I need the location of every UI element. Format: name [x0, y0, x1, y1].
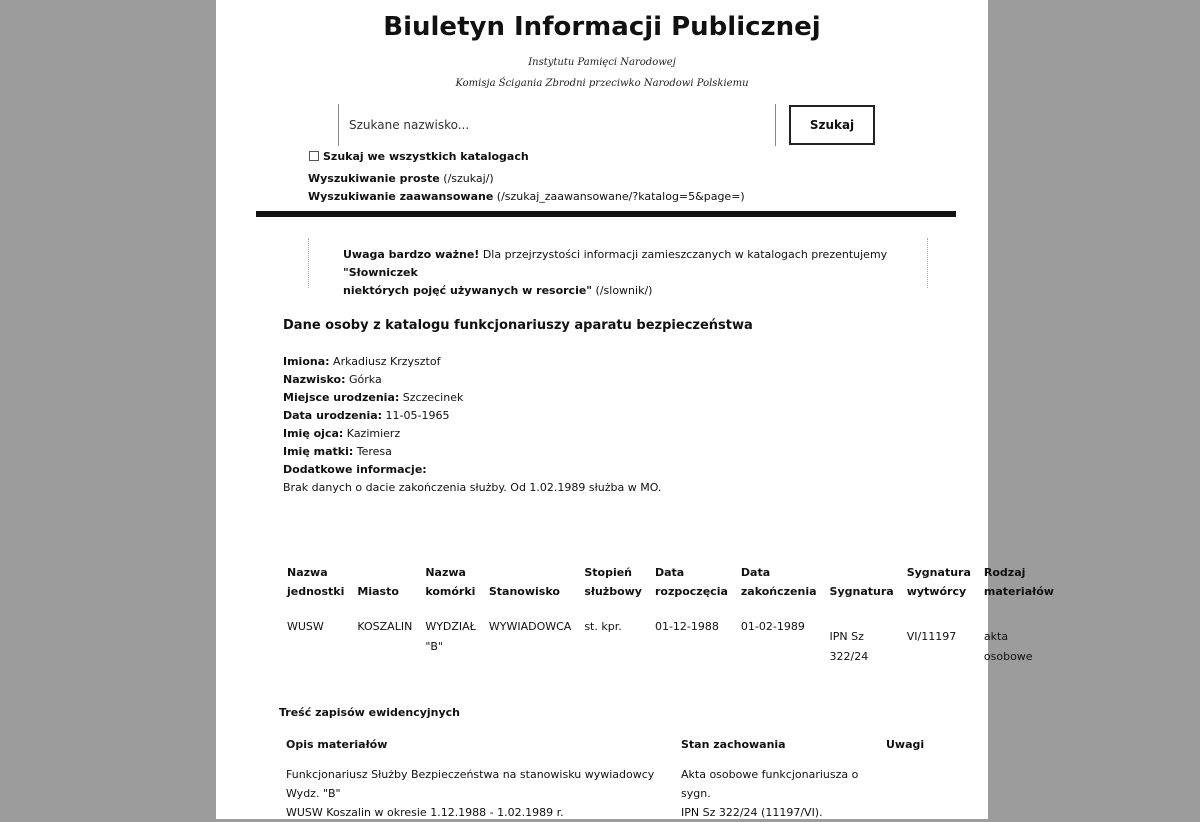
- service-header-row: [282, 563, 1062, 611]
- all-catalogs-label: Szukaj we wszystkich katalogach: [323, 150, 529, 163]
- detail-row-father: [283, 425, 661, 443]
- cell-end: 01-02-1989: [740, 620, 805, 633]
- records-header-row: [282, 738, 962, 765]
- detail-value: Arkadiusz Krzysztof: [333, 355, 441, 368]
- search-input[interactable]: [338, 104, 776, 146]
- simple-search-label: Wyszukiwanie proste: [308, 172, 440, 185]
- cell-start: 01-12-1988: [654, 620, 719, 633]
- glossary-link-part1[interactable]: "Słowniczek: [343, 266, 418, 279]
- detail-row-first-names: [283, 353, 661, 371]
- additional-info-text: Brak danych o dacie zakończenia służby. Od 1.02.1989 służba w MO.: [283, 481, 662, 494]
- detail-value: 11-05-1965: [385, 409, 450, 422]
- commission-name: Komisja Ścigania Zbrodni przeciwko Narodowi Polskiemu: [455, 78, 749, 89]
- detail-label: Data urodzenia:: [283, 409, 383, 422]
- table-row: [282, 611, 1062, 667]
- detail-row-birthdate: [283, 407, 661, 425]
- col-header-start: Data rozpoczęcia: [654, 566, 728, 598]
- detail-label: Miejsce urodzenia:: [283, 391, 400, 404]
- divider: [256, 211, 956, 217]
- detail-row-mother: [283, 443, 661, 461]
- detail-label: Imię matki:: [283, 445, 354, 458]
- page-title: Biuletyn Informacji Publicznej: [383, 12, 821, 42]
- cell-rank: st. kpr.: [584, 620, 622, 633]
- simple-search-url: (/szukaj/): [443, 172, 494, 185]
- detail-label: Dodatkowe informacje:: [283, 463, 427, 476]
- service-table: [282, 563, 1062, 667]
- search-placeholder: Szukane nazwisko...: [349, 118, 470, 132]
- notice-text: Dla przejrzystości informacji zamieszczanych w katalogach prezentujemy: [482, 248, 888, 261]
- advanced-search-label: Wyszukiwanie zaawansowane: [308, 190, 494, 203]
- advanced-search-link[interactable]: [308, 190, 745, 203]
- detail-label: Imiona:: [283, 355, 330, 368]
- person-details: [283, 353, 661, 497]
- all-catalogs-checkbox[interactable]: [309, 151, 319, 161]
- records-title: Treść zapisów ewidencyjnych: [279, 706, 461, 719]
- institute-name: Instytutu Pamięci Narodowej: [528, 57, 676, 68]
- col-header-creator-signature: Sygnatura wytwórcy: [906, 566, 971, 598]
- detail-row-surname: [283, 371, 661, 389]
- detail-value: Teresa: [356, 445, 392, 458]
- document-page: [216, 0, 1054, 819]
- advanced-search-url: (/szukaj_zaawansowane/?katalog=5&page=): [496, 190, 745, 203]
- person-section-title: Dane osoby z katalogu funkcjonariuszy aparatu bezpieczeństwa: [283, 318, 753, 333]
- detail-row-birthplace: [283, 389, 661, 407]
- notice-box: [308, 238, 928, 297]
- col-header-material-type: Rodzaj materiałów: [983, 566, 1054, 598]
- col-header-city: Miasto: [357, 585, 399, 598]
- cell-material-type: akta osobowe: [983, 630, 1033, 663]
- col-header-unit: Nazwa jednostki: [287, 566, 345, 598]
- cell-unit: WUSW: [287, 620, 324, 633]
- col-header-signature: Sygnatura: [829, 585, 894, 598]
- detail-value: Górka: [349, 373, 382, 386]
- col-header-cell: Nazwa komórki: [425, 566, 476, 598]
- all-catalogs-option[interactable]: [309, 150, 529, 163]
- col-header-end: Data zakończenia: [740, 566, 817, 598]
- cell-signature: IPN Sz 322/24: [829, 630, 869, 663]
- notice-strong: Uwaga bardzo ważne!: [343, 248, 480, 261]
- detail-label: Nazwisko:: [283, 373, 346, 386]
- glossary-link-part2[interactable]: niektórych pojęć używanych w resorcie": [343, 284, 593, 297]
- cell-description: Funkcjonariusz Służby Bezpieczeństwa na stanowisku wywiadowcy Wydz. "B" WUSW Koszalin w okresie 1.12.1988 - 1.02.1989 r.: [286, 768, 655, 819]
- cell-cell: WYDZIAŁ "B": [425, 620, 476, 653]
- col-header-notes: Uwagi: [886, 738, 925, 751]
- detail-value: Szczecinek: [402, 391, 464, 404]
- col-header-condition: Stan zachowania: [681, 738, 786, 751]
- cell-creator-signature: VI/11197: [906, 630, 957, 643]
- cell-city: KOSZALIN: [357, 620, 413, 633]
- records-table: [282, 738, 962, 822]
- cell-notes: [882, 765, 962, 822]
- search-button[interactable]: Szukaj: [789, 105, 875, 145]
- table-row: [282, 765, 962, 822]
- col-header-description: Opis materiałów: [286, 738, 388, 751]
- glossary-url: (/slownik/): [595, 284, 653, 297]
- detail-label: Imię ojca:: [283, 427, 344, 440]
- cell-condition: Akta osobowe funkcjonariusza o sygn. IPN Sz 322/24 (11197/VI).: [681, 768, 859, 819]
- detail-value: Kazimierz: [346, 427, 401, 440]
- col-header-rank: Stopień służbowy: [584, 566, 642, 598]
- simple-search-link[interactable]: [308, 172, 494, 185]
- col-header-position: Stanowisko: [488, 585, 560, 598]
- cell-position: WYWIADOWCA: [488, 620, 572, 633]
- detail-row-additional: [283, 461, 661, 479]
